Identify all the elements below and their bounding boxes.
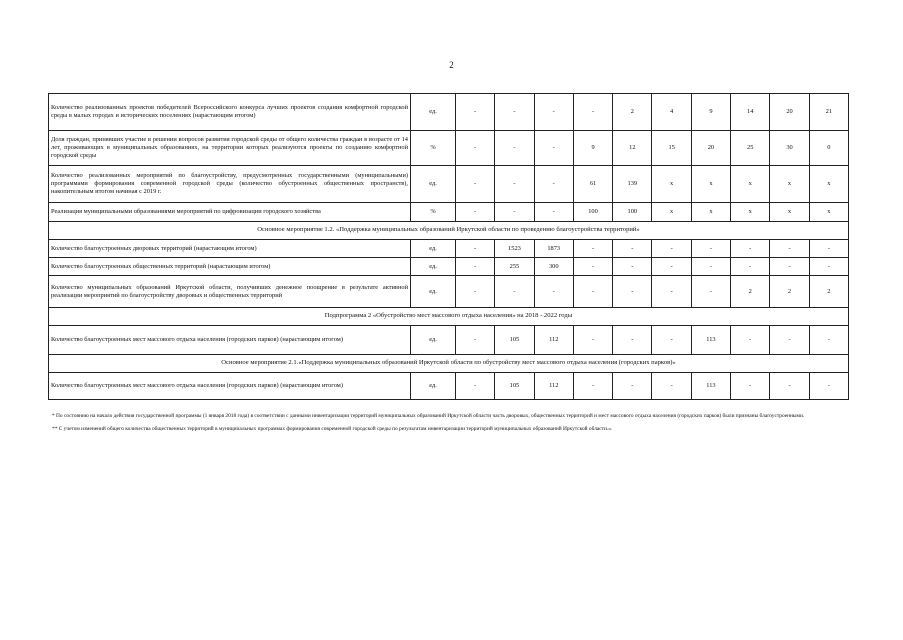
value-cell: 2 [613,94,652,131]
value-cell: - [691,258,730,276]
value-cell: 105 [495,373,534,400]
value-cell: 112 [534,373,573,400]
indicators-table [48,93,849,400]
value-cell: х [770,166,809,203]
value-cell: 1873 [534,240,573,258]
value-cell: - [731,373,770,400]
value-cell: - [770,240,809,258]
value-cell: х [652,166,691,203]
table-row [49,258,849,276]
value-cell: - [652,258,691,276]
table-row [49,166,849,203]
section-title: Основное мероприятие 2.1.«Поддержка муниципальных образований Иркутской области по обустройству мест массового отдыха населения (городских парков)» [49,355,849,373]
table-row [49,94,849,131]
value-cell: - [731,240,770,258]
value-cell: 20 [770,94,809,131]
value-cell: - [809,240,848,258]
value-cell: 255 [495,258,534,276]
value-cell: 25 [731,131,770,166]
indicator-name: Количество благоустроенных мест массового отдыха населения (городских парков) (нарастающим итогом) [49,326,411,355]
value-cell: - [534,203,573,222]
value-cell: х [652,203,691,222]
value-cell: - [456,258,495,276]
value-cell: - [652,326,691,355]
value-cell: - [652,240,691,258]
section-row [49,355,849,373]
value-cell: - [573,326,612,355]
value-cell: - [456,166,495,203]
table-row [49,373,849,400]
value-cell: х [691,166,730,203]
value-cell: - [534,94,573,131]
value-cell: 30 [770,131,809,166]
unit-cell: ед. [411,166,456,203]
value-cell: - [573,373,612,400]
value-cell: - [770,326,809,355]
value-cell: - [731,258,770,276]
value-cell: х [809,203,848,222]
value-cell: - [495,166,534,203]
value-cell: - [652,373,691,400]
section-title: Подпрограмма 2 «Обустройство мест массового отдыха населения» на 2018 - 2022 годы [49,308,849,326]
value-cell: 112 [534,326,573,355]
value-cell: - [613,276,652,308]
value-cell: 2 [770,276,809,308]
value-cell: 139 [613,166,652,203]
value-cell: - [809,258,848,276]
value-cell: 0 [809,131,848,166]
value-cell: - [573,240,612,258]
value-cell: - [652,276,691,308]
unit-cell: ед. [411,276,456,308]
indicator-name: Количество реализованных мероприятий по благоустройству, предусмотренных государственными (муниципальными) программами формирования современной городской среды (количество обустроенных общественных пространств), накопительным итогом начиная с 2019 г. [49,166,411,203]
value-cell: - [456,240,495,258]
value-cell: - [691,240,730,258]
indicator-name: Количество реализованных проектов победителей Всероссийского конкурса лучших проектов создания комфортной городской среды в малых городах и исторических поселениях (нарастающим итогом) [49,94,411,131]
unit-cell: ед. [411,373,456,400]
value-cell: - [573,94,612,131]
value-cell: 12 [613,131,652,166]
table-row [49,276,849,308]
value-cell: - [770,258,809,276]
value-cell: 1523 [495,240,534,258]
value-cell: 2 [809,276,848,308]
value-cell: - [495,94,534,131]
unit-cell: ед. [411,326,456,355]
value-cell: - [456,131,495,166]
value-cell: 100 [573,203,612,222]
unit-cell: ед. [411,258,456,276]
value-cell: 300 [534,258,573,276]
indicator-name: Количество благоустроенных общественных территорий (нарастающим итогом) [49,258,411,276]
value-cell: 20 [691,131,730,166]
unit-cell: % [411,131,456,166]
value-cell: х [691,203,730,222]
value-cell: 4 [652,94,691,131]
value-cell: - [534,166,573,203]
value-cell: - [534,276,573,308]
unit-cell: ед. [411,240,456,258]
indicator-name: Количество благоустроенных дворовых территорий (нарастающим итогом) [49,240,411,258]
table-row [49,131,849,166]
value-cell: 15 [652,131,691,166]
value-cell: - [456,326,495,355]
indicator-name: Количество благоустроенных мест массового отдыха населения (городских парков) (нарастающим итогом) [49,373,411,400]
value-cell: 2 [731,276,770,308]
footnote: ** С учетом изменений общего количества общественных территорий в муниципальных программах формирования современной городской среды по результатам инвентаризации территорий муниципальных образований Иркутской области.». [52,426,613,433]
value-cell: - [573,258,612,276]
value-cell: - [495,276,534,308]
table-row [49,203,849,222]
value-cell: - [573,276,612,308]
value-cell: - [456,94,495,131]
value-cell: - [613,258,652,276]
value-cell: - [809,326,848,355]
value-cell: - [534,131,573,166]
footnotes [52,413,852,440]
section-title: Основное мероприятие 1.2. «Поддержка муниципальных образований Иркутской области по проведению благоустройства территорий» [49,222,849,240]
value-cell: - [731,326,770,355]
value-cell: - [495,203,534,222]
value-cell: - [495,131,534,166]
footnote: * По состоянию на начало действия государственной программы (1 января 2018 года) в соответствии с данными инвентаризации территорий муниципальных образований Иркутской области часть дворовых, общественных территорий и мест массового отдыха населения (городских парков) были признаны благоустроенными. [52,413,805,419]
section-row [49,222,849,240]
value-cell: х [809,166,848,203]
unit-cell: % [411,203,456,222]
value-cell: 14 [731,94,770,131]
unit-cell: ед. [411,94,456,131]
value-cell: 61 [573,166,612,203]
page-number: 2 [449,60,454,70]
value-cell: х [731,166,770,203]
value-cell: 113 [691,326,730,355]
value-cell: - [613,373,652,400]
value-cell: х [731,203,770,222]
section-row [49,308,849,326]
indicator-name: Реализация муниципальными образованиями мероприятий по цифровизации городского хозяйства [49,203,411,222]
value-cell: 100 [613,203,652,222]
table-row [49,240,849,258]
value-cell: - [456,373,495,400]
value-cell: - [691,276,730,308]
value-cell: - [613,240,652,258]
value-cell: х [770,203,809,222]
value-cell: 9 [691,94,730,131]
value-cell: - [613,326,652,355]
value-cell: 105 [495,326,534,355]
value-cell: - [456,203,495,222]
value-cell: - [770,373,809,400]
indicator-name: Количество муниципальных образований Иркутской области, получивших денежное поощрение в результате активной реализации мероприятий по благоустройству дворовых и общественных территорий [49,276,411,308]
value-cell: 9 [573,131,612,166]
value-cell: 21 [809,94,848,131]
indicator-name: Доля граждан, принявших участие в решении вопросов развития городской среды от общего количества граждан в возрасте от 14 лет, проживающих в муниципальных образованиях, на территории которых реализуются проекты по созданию комфортной городской среды [49,131,411,166]
table-row [49,326,849,355]
value-cell: - [809,373,848,400]
value-cell: 113 [691,373,730,400]
value-cell: - [456,276,495,308]
